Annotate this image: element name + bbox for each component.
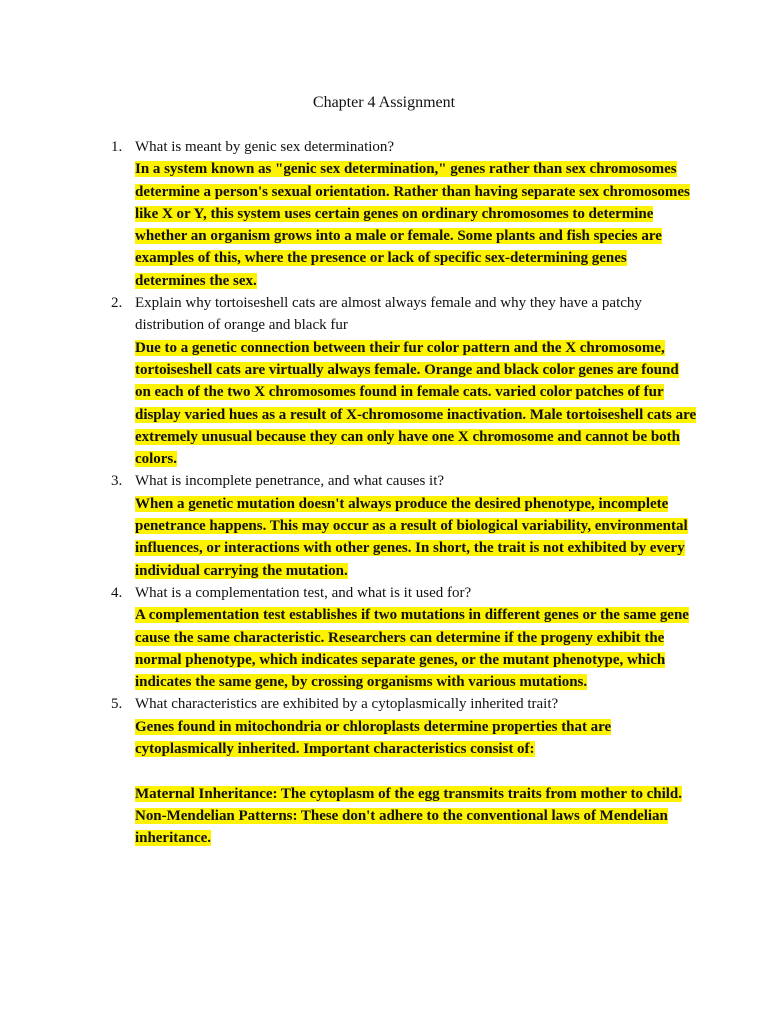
answer-paragraph [135,716,698,761]
question-text: What is meant by genic sex determination? [135,139,395,155]
question-text: Explain why tortoiseshell cats are almost always female and why they have a patchy distribution of orange and black fur [135,295,642,334]
question-item-4 [0,582,768,693]
question-text: What is incomplete penetrance, and what causes it? [135,473,445,490]
question-number: 4. [111,584,123,601]
highlighted-answer-text: In a system known as "genic sex determination," genes rather than sex chromosomes determine a person's sexual orientation. Rather than having separate sex chromosomes like X or Y, this system uses certain genes on ordinary chromosomes to determine whether an organism grows into a male or female. Some plants and fish species are examples of this, where the presence or lack of specific sex-determining genes determines the sex. [135,161,690,289]
highlighted-answer-text: Maternal Inheritance: The cytoplasm of the egg transmits traits from mother to child. [135,785,682,802]
highlighted-answer-text: Non-Mendelian Patterns: These don't adhere to the conventional laws of Mendelian inheritance. [135,807,668,847]
question-number: 2. [111,295,123,312]
question-item-5 [0,693,768,849]
question-number: 5. [111,696,123,713]
question-text: What characteristics are exhibited by a cytoplasmically inherited trait? [135,696,559,713]
document-title: Chapter 4 Assignment [312,94,456,111]
answer-paragraph [135,337,698,471]
answer-paragraph [135,493,698,582]
highlighted-answer-text: A complementation test establishes if two mutations in different genes or the same gene cause the same characteristic. Researchers can determine if the progeny exhibit the normal phenotype, which indicates separate genes, or the mutant phenotype, which indicates the same gene, by crossing organisms with various mutations. [135,607,689,691]
question-number: 3. [111,473,123,490]
question-item-3 [0,470,768,581]
question-text: What is a complementation test, and what is it used for? [135,584,472,601]
answer-paragraph [135,604,698,693]
highlighted-answer-text: Genes found in mitochondria or chloroplasts determine properties that are cytoplasmically inherited. Important characteristics consist of: [135,718,612,758]
answer-paragraph [135,783,698,805]
question-item-2 [0,292,768,470]
highlighted-answer-text: When a genetic mutation doesn't always produce the desired phenotype, incomplete penetrance happens. This may occur as a result of biological variability, environmental influences, or interactions with other genes. In short, the trait is not exhibited by every individual carrying the mutation. [135,495,688,579]
question-item-1 [0,136,768,292]
blank-line [135,760,698,782]
highlighted-answer-text: Due to a genetic connection between their fur color pattern and the X chromosome, tortoiseshell cats are virtually always female. Orange and black color genes are found on each of the two X chromosomes found in female cats. varied color patches of fur display varied hues as a result of X-chromosome inactivation. Male tortoiseshell cats are extremely unusual because they can only have one X chromosome and cannot be both colors. [135,339,697,468]
question-number: 1. [111,139,123,155]
answer-paragraph [135,805,698,850]
answer-paragraph [135,158,698,292]
question-list [0,136,768,850]
